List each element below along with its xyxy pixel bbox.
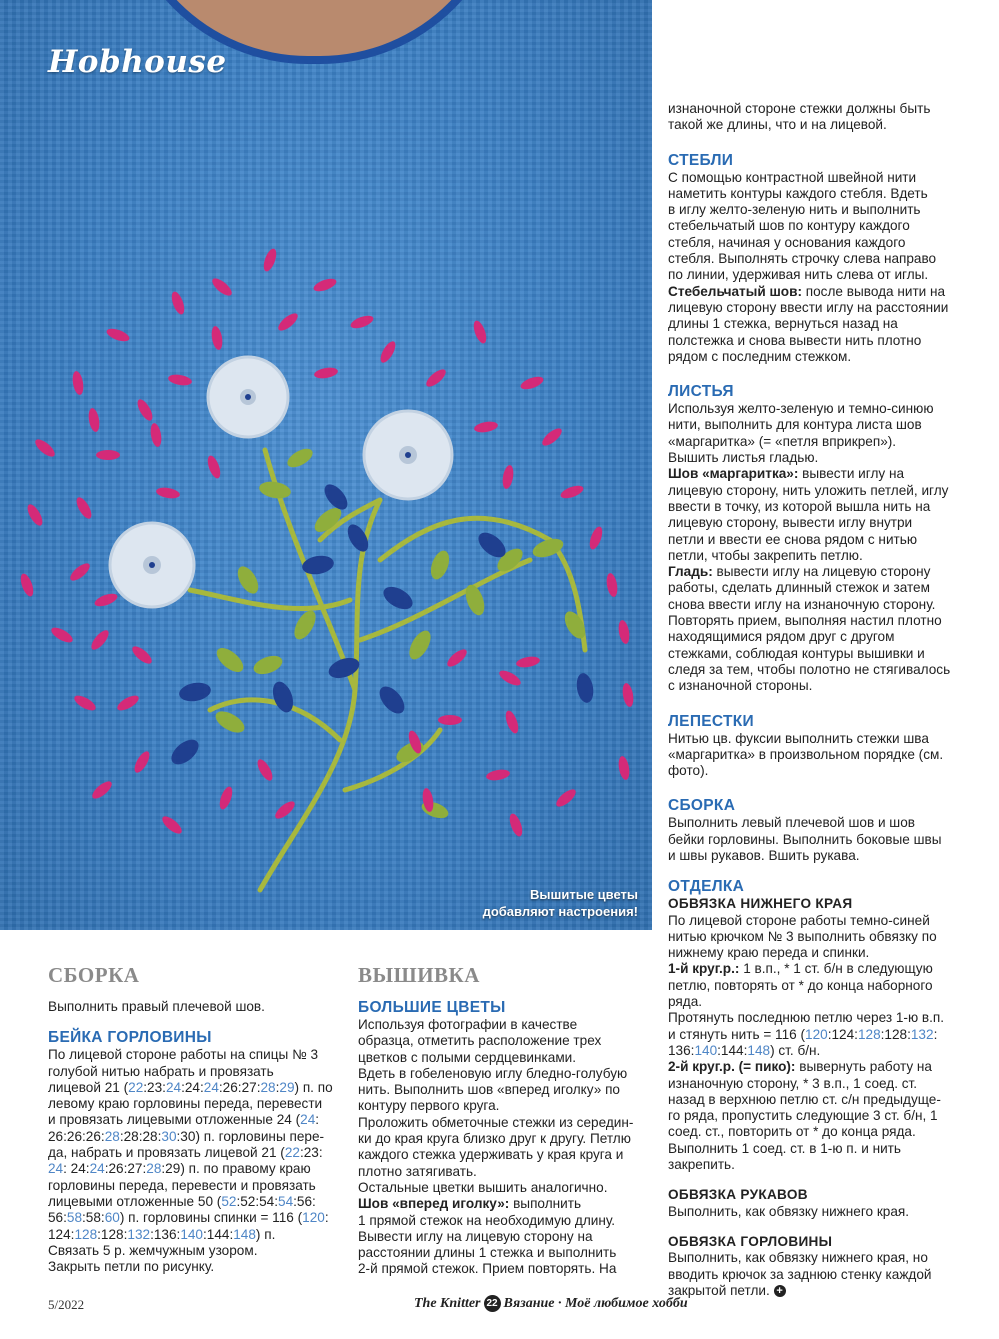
assembly-section-title: СБОРКА: [48, 963, 140, 987]
text-span: :58:: [82, 1210, 105, 1226]
text-line: Используя фотографии в качестве: [358, 1017, 578, 1032]
right-column: [668, 101, 964, 1299]
text-span: 56:: [48, 1210, 67, 1226]
text-span: лицевой 21 (: [48, 1079, 129, 1095]
text-line: го ряда, пропустить следующие 3 ст. б/н, 1: [668, 1108, 938, 1124]
size-value: 148: [747, 1042, 771, 1058]
text-line: [668, 1027, 964, 1043]
text-span: ) п. горловины спинки = 116 (: [119, 1210, 303, 1226]
text-line: ввести в точку, из которой вышла нить на: [668, 498, 931, 514]
photo-caption: [483, 886, 638, 920]
text-line: [48, 1112, 338, 1128]
text-span: :26:27:: [218, 1079, 261, 1095]
text-line: нитью крючком № 3 выполнить обвязку по: [668, 928, 937, 944]
text-line: стебля. Выполнять строчку слева направо: [668, 251, 937, 267]
text-line: лицевую сторону ввести иглу на расстоянии: [668, 299, 949, 315]
page-number: 22: [484, 1295, 501, 1312]
text-line: вводить крючок за заднюю стенку каждой: [668, 1266, 932, 1282]
text-line: Проложить обметочные стежки из середин-: [358, 1114, 634, 1130]
size-value: 28: [104, 1128, 120, 1144]
text-line: горловины переда, перевести и провязать: [48, 1177, 316, 1193]
text-span: :128:: [97, 1226, 128, 1242]
text-line: нить. Выполнить шов «вперед иголку» по: [358, 1082, 620, 1098]
text-line: Закрыть петли по рисунку.: [48, 1259, 215, 1275]
size-value: 120: [302, 1210, 325, 1226]
text-line: Связать 5 р. жемчужным узором.: [48, 1242, 258, 1258]
text-line: [48, 1145, 338, 1161]
text-line: длины 1 стежка, вернуться назад на: [668, 316, 898, 332]
text-line: [48, 1194, 338, 1210]
text-line: голубой нитью набрать и провязать: [48, 1063, 274, 1079]
text-line: контуру первого круга.: [358, 1098, 500, 1114]
text-line: ки до края круга близко друг к другу. Петлю: [358, 1131, 631, 1147]
text-line: [668, 961, 964, 977]
size-value: 28: [260, 1079, 276, 1095]
text-line: наметить контуры каждого стебля. Вдеть: [668, 185, 928, 201]
text-line: цветков с полыми сердцевинками.: [358, 1049, 577, 1065]
text-line: Выполнить левый плечевой шов и шов: [668, 815, 915, 831]
text-line: находящимися рядом друг с другом: [668, 629, 895, 645]
text-span: :26:26:: [63, 1128, 105, 1144]
satin-stitch-label: Гладь:: [668, 564, 713, 580]
text-line: 1 прямой стежок на необходимую длину.: [358, 1212, 616, 1228]
text-line: снова ввести иглу на изнаночную сторону.: [668, 596, 936, 612]
text-span: :128:: [880, 1026, 911, 1042]
size-value: 52: [221, 1193, 237, 1209]
text-span: лицевыми отложенные 50 (: [48, 1193, 222, 1209]
text-line: [48, 1129, 338, 1145]
text-line: [668, 1059, 964, 1075]
issue-number: 5/2022: [48, 1297, 85, 1312]
brand-logo: Hobhouse: [48, 44, 227, 80]
text-span: ) п. по правому краю: [180, 1161, 311, 1177]
text-span: 26: [48, 1128, 64, 1144]
text-line: каждого стежка удерживать у края круга и: [358, 1147, 624, 1163]
magazine-name: The Knitter: [414, 1295, 481, 1311]
text-line: петли и ввести ее снова рядом с нитью: [668, 531, 918, 547]
round2-label: 2-й круг.р. (= пико):: [668, 1059, 796, 1075]
text-line: Остальные цветки вышить аналогично.: [358, 1179, 608, 1195]
text-line: стежками, соблюдая контуры вышивки и: [668, 645, 925, 661]
text-line: По лицевой стороне работы темно-синей: [668, 912, 930, 928]
text-span: и провязать лицевыми отложенные 24 (: [48, 1112, 301, 1128]
size-value: 58: [66, 1210, 83, 1226]
text-line: бейки горловины. Выполнить боковые швы: [668, 831, 942, 847]
assembly-heading-right: СБОРКА: [668, 797, 736, 815]
text-span: :29: [161, 1161, 181, 1177]
text-span: ) п.: [255, 1226, 276, 1242]
stem-stitch-label: Стебельчатый шов:: [668, 283, 802, 299]
text-line: Выполнить, как обвязку нижнего края, но: [668, 1250, 928, 1266]
size-value: 28: [146, 1161, 162, 1177]
text-span: вывести иглу на лицевую сторону: [716, 564, 931, 580]
text-span: вывести иглу на: [802, 466, 905, 482]
text-span: вывернуть работу на: [799, 1059, 932, 1075]
size-value: 22: [128, 1079, 144, 1095]
round1-label: 1-й круг.р.:: [668, 961, 740, 977]
text-span: :26:27:: [104, 1161, 147, 1177]
text-line: [48, 1161, 338, 1177]
neckband-heading: БЕЙКА ГОРЛОВИНЫ: [48, 1029, 212, 1047]
size-value: 24: [48, 1161, 64, 1177]
text-span: :52:54:: [236, 1193, 279, 1209]
size-value: 29: [279, 1079, 295, 1095]
size-value: 22: [284, 1145, 300, 1161]
text-span: :28:28:: [119, 1128, 162, 1144]
text-line: «маргаритка» в произвольном порядке (см.: [668, 746, 944, 762]
text-line: левому краю горловины переда, перевести: [48, 1096, 323, 1112]
text-line: [48, 1210, 338, 1226]
text-span: 1 в.п., * 1 ст. б/н в следующую: [743, 961, 933, 977]
text-span: :124:: [827, 1026, 858, 1042]
photo-caption-line: Вышитые цветы: [530, 887, 638, 902]
text-line: с изнаночной стороны.: [668, 678, 813, 694]
intro-line: изнаночной стороне стежки должны быть: [668, 101, 931, 116]
magazine-subtitle: Вязание · Моё любимое хобби: [503, 1295, 688, 1311]
finishing-heading: ОТДЕЛКА: [668, 878, 745, 896]
embroidery-illustration: [0, 0, 652, 930]
text-span: закрытой петли.: [668, 1282, 770, 1298]
text-line: Выполнить 1 соед. ст. в 1-ю п. и нить: [668, 1140, 901, 1156]
size-value: 24: [165, 1079, 182, 1095]
text-line: Вывести иглу на лицевую сторону на: [358, 1228, 593, 1244]
text-line: расстоянии длины 1 стежка и выполнить: [358, 1245, 617, 1261]
size-value: 140: [180, 1226, 203, 1242]
text-line: стебля, начиная у основания каждого: [668, 234, 906, 250]
text-span: :23:: [299, 1145, 323, 1161]
text-span: 124:: [48, 1226, 75, 1242]
text-line: плотно затягивать.: [358, 1163, 477, 1179]
text-line: 2-й прямой стежок. Прием повторять. На: [358, 1261, 617, 1277]
text-line: [48, 1227, 338, 1243]
text-span: :: [933, 1026, 938, 1042]
text-span: :24:: [181, 1079, 204, 1095]
end-of-pattern-icon: +: [774, 1285, 786, 1297]
neck-edging-heading: ОБВЯЗКА ГОРЛОВИНЫ: [668, 1233, 833, 1249]
text-line: Вышить листья гладью.: [668, 450, 819, 466]
text-line: полстежка и снова вывести нить плотно: [668, 332, 922, 348]
text-line: [668, 284, 964, 300]
text-line: фото).: [668, 763, 709, 779]
size-value: 120: [805, 1026, 828, 1042]
text-line: по линии, удерживая нить слева от иглы.: [668, 267, 929, 283]
daisy-stitch-label: Шов «маргаритка»:: [668, 466, 799, 482]
left-column: [48, 962, 338, 1275]
text-line: следя за тем, чтобы полотно не стягивалось: [668, 661, 951, 677]
text-line: Вдеть в гобеленовую иглу бледно-голубую: [358, 1065, 628, 1081]
size-value: 132: [910, 1026, 934, 1042]
text-line: Используя желто-зеленую и темно-синюю: [668, 401, 934, 417]
size-value: 24: [89, 1161, 105, 1177]
text-line: [668, 564, 964, 580]
text-span: ) п. по: [294, 1079, 333, 1095]
text-line: [358, 1196, 650, 1212]
text-line: назад в верхнюю петлю ст. с/н предыдуще-: [668, 1091, 941, 1107]
stems-heading: СТЕБЛИ: [668, 151, 734, 169]
size-value: 128: [74, 1226, 98, 1242]
text-line: рядом с последним стежком.: [668, 348, 852, 364]
text-line: Выполнить правый плечевой шов.: [48, 999, 265, 1014]
text-span: :56:: [293, 1193, 316, 1209]
size-value: 128: [857, 1026, 881, 1042]
sweater-photo: [0, 0, 652, 930]
size-value: 148: [233, 1226, 256, 1242]
text-line: стебельчатый шов по контуру каждого: [668, 218, 910, 234]
text-line: в иглу желто-зеленую нить и выполнить: [668, 202, 921, 218]
text-span: :23:: [143, 1079, 166, 1095]
text-span: 136:: [668, 1042, 695, 1058]
text-line: соед. ст., повторить от * до конца ряда.: [668, 1124, 916, 1140]
text-span: ) ст. б/н.: [770, 1042, 821, 1058]
size-value: 140: [694, 1042, 718, 1058]
text-line: Нитью цв. фуксии выполнить стежки шва: [668, 730, 929, 746]
text-line: [668, 1283, 964, 1299]
text-span: :136:: [150, 1226, 181, 1242]
text-line: Протянуть последнюю петлю через 1-ю в.п.: [668, 1010, 945, 1026]
text-line: лицевую сторону, нить уложить петлей, иглу: [668, 482, 949, 498]
text-line: Выполнить, как обвязку нижнего края.: [668, 1203, 910, 1219]
text-line: [668, 466, 964, 482]
text-span: :144:: [717, 1042, 748, 1058]
size-value: 24: [300, 1112, 316, 1128]
sleeves-edging-heading: ОБВЯЗКА РУКАВОВ: [668, 1187, 808, 1203]
photo-caption-line: добавляют настроения!: [482, 904, 638, 919]
text-line: нити, выполнить для контура листа шов: [668, 417, 922, 433]
magazine-footer: [414, 1295, 688, 1312]
running-stitch-label: Шов «вперед иголку»:: [358, 1196, 510, 1212]
big-flowers-heading: БОЛЬШИЕ ЦВЕТЫ: [358, 999, 506, 1016]
text-span: выполнить: [513, 1196, 582, 1212]
text-span: :144:: [203, 1226, 234, 1242]
text-line: и швы рукавов. Вшить рукава.: [668, 847, 860, 863]
size-value: 24: [203, 1079, 219, 1095]
text-line: образца, отметить расположение трех: [358, 1033, 602, 1049]
text-span: да, набрать и провязать лицевой 21 (: [48, 1145, 285, 1161]
text-line: [668, 1043, 964, 1059]
text-span: : 24:: [63, 1161, 90, 1177]
text-span: после вывода нити на: [805, 283, 946, 299]
text-span: :: [275, 1079, 280, 1095]
embroidery-section-title: ВЫШИВКА: [358, 963, 480, 987]
leaves-heading: ЛИСТЬЯ: [668, 383, 734, 401]
size-value: 60: [104, 1210, 120, 1226]
intro-line: такой же длины, что и на лицевой.: [668, 117, 887, 133]
text-line: петли, чтобы закрепить петлю.: [668, 547, 863, 563]
text-span: :30: [176, 1128, 196, 1144]
middle-column: [358, 962, 650, 1278]
text-line: закрепить.: [668, 1157, 735, 1173]
text-line: [48, 1080, 338, 1096]
bottom-edge-heading: ОБВЯЗКА НИЖНЕГО КРАЯ: [668, 896, 853, 912]
text-line: «маргаритка» (= «петля вприкреп»).: [668, 433, 897, 449]
text-line: По лицевой стороне работы на спицы № 3: [48, 1047, 319, 1063]
size-value: 132: [127, 1226, 151, 1242]
text-line: С помощью контрастной швейной нити: [668, 169, 917, 185]
text-line: изнаночную сторону, * 3 в.п., 1 соед. ст.: [668, 1075, 918, 1091]
text-line: работы, сделать длинный стежок и затем: [668, 580, 930, 596]
text-line: Повторять прием, выполняя настил плотно: [668, 613, 942, 629]
size-value: 54: [278, 1193, 294, 1209]
text-span: ) п. горловины пере-: [195, 1128, 325, 1144]
text-line: петлю, повторять от * до конца наборного ряда.: [668, 977, 933, 1010]
size-value: 30: [161, 1128, 177, 1144]
text-span: :: [324, 1210, 329, 1226]
petals-heading: ЛЕПЕСТКИ: [668, 712, 754, 730]
text-span: :: [315, 1112, 320, 1128]
text-span: и стянуть нить = 116 (: [668, 1026, 806, 1042]
text-line: лицевую сторону, вывести иглу внутри: [668, 515, 913, 531]
text-line: нижнему краю переда и спинки.: [668, 945, 870, 961]
